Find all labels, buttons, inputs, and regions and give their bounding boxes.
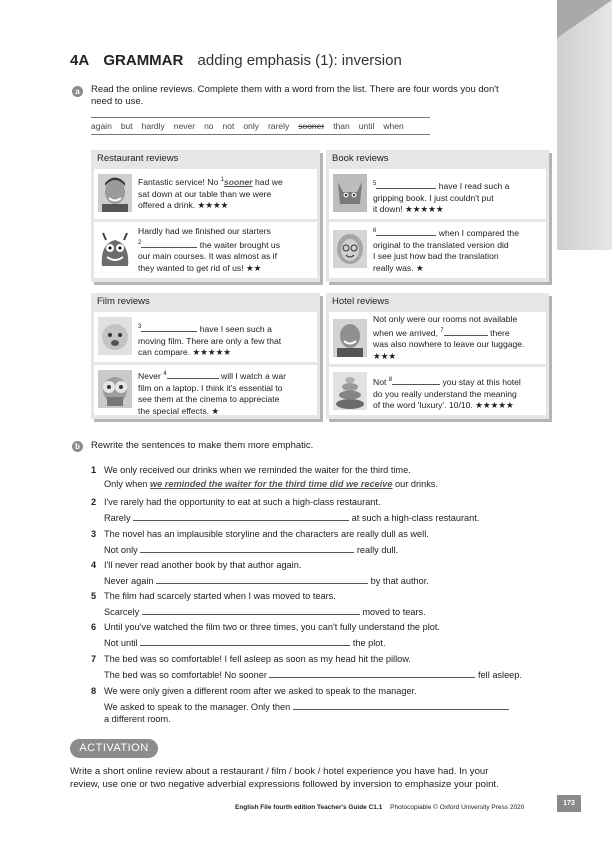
review-text: $^5$ have I read such a gripping book. I just couldn't put it down! ★★★★★ [373, 181, 510, 214]
answer-blank[interactable] [392, 375, 440, 385]
item-sentence: We were only given a different room after we asked to speak to the manager. [104, 686, 417, 696]
panel-title: Hotel reviews [332, 296, 390, 307]
popcorn-girl-photo [98, 370, 132, 408]
answer-line[interactable] [142, 605, 360, 615]
hotel-reviews-panel [326, 293, 549, 419]
footer-book-title: English File fourth edition Teacher's Guide C1.1 [235, 804, 383, 811]
review-text: Hardly had we finished our starters $^2$ the waiter brought us our main courses. It was almost as if they wanted to get rid of us! ★★ [138, 226, 280, 273]
smiling-man-photo [98, 174, 132, 212]
word-item: but [120, 121, 133, 131]
item-number: 8 [91, 686, 97, 696]
answer-blank[interactable] [167, 369, 219, 379]
page-number: 173 [557, 795, 581, 812]
cat-photo [333, 174, 367, 212]
instruction-line: Read the online reviews. Complete them with a word from the list. There are four words you don't [91, 84, 499, 95]
item-number: 7 [91, 654, 97, 664]
item-number: 4 [91, 560, 97, 570]
footer-copyright: Photocopiable © Oxford University Press 2020 [390, 804, 525, 811]
word-item: than [333, 121, 350, 131]
answer-line[interactable] [133, 511, 349, 521]
item-number: 2 [91, 497, 97, 507]
film-reviews-panel [91, 293, 320, 419]
item-number: 1 [91, 465, 97, 475]
word-list [91, 117, 430, 135]
page-title [70, 52, 402, 69]
review-text: $^3$ have I seen such a moving film. There are only a few that can compare. ★★★★★ [138, 324, 282, 357]
answer-blank[interactable] [141, 322, 197, 332]
word-item: hardly [141, 121, 165, 131]
panel-title: Film reviews [97, 296, 150, 307]
panel-title: Book reviews [332, 153, 389, 164]
exercise-a-marker: a [72, 86, 83, 97]
answer-blank[interactable] [376, 179, 436, 189]
item-prompt: Scarcely moved to tears. [104, 607, 426, 617]
unit-code: 4A [70, 52, 90, 69]
item-sentence: The film had scarcely started when I was moved to tears. [104, 591, 336, 601]
panel-title: Restaurant reviews [97, 153, 179, 164]
review-card [329, 169, 546, 219]
review-text: Not $^8$ you stay at this hotel do you really understand the meaning of the word 'luxury'. 10/10. ★★★★★ [373, 377, 521, 410]
exercise-b-marker: b [72, 441, 83, 452]
answer-line[interactable] [269, 668, 475, 678]
book-reviews-panel [326, 150, 549, 282]
section-heading: GRAMMAR [103, 52, 184, 69]
word-item: again [91, 121, 112, 131]
item-prompt: The bed was so comfortable! No sooner fell asleep. [104, 670, 522, 680]
item-number: 3 [91, 529, 97, 539]
monster-cartoon [98, 230, 132, 268]
smiling-man-2-photo [333, 319, 367, 357]
page-edge-tab-corner [557, 0, 612, 38]
word-item: only [243, 121, 259, 131]
smiling-woman-photo [333, 230, 367, 268]
item-sentence: I'll never read another book by that author again. [104, 560, 302, 570]
example-answer: sooner [223, 177, 253, 187]
word-item: never [173, 121, 196, 131]
word-item: when [383, 121, 404, 131]
item-sentence: The novel has an implausible storyline and the characters are really dull as well. [104, 529, 429, 539]
review-card [94, 365, 317, 415]
review-card [329, 222, 546, 278]
exercise-b-instruction: Rewrite the sentences to make them more emphatic. [91, 440, 314, 451]
item-number: 5 [91, 591, 97, 601]
item-number: 6 [91, 622, 97, 632]
answer-blank[interactable] [141, 238, 197, 248]
item-prompt: Not until the plot. [104, 638, 386, 648]
footer [235, 804, 524, 811]
item-sentence: The bed was so comfortable! I fell asleep as soon as my head hit the pillow. [104, 654, 411, 664]
answer-line[interactable] [293, 700, 509, 710]
baby-photo [98, 317, 132, 355]
activation-badge: ACTIVATION [70, 739, 158, 758]
answer-line[interactable] [140, 543, 354, 553]
review-card [94, 312, 317, 362]
review-text: Fantastic service! No $^1$sooner had we sat down at our table than we were offered a drink. ★★★★ [138, 177, 283, 210]
review-card [329, 312, 546, 364]
review-text: $^6$ when I compared the original to the translated version did I see just how bad the translation really was. ★ [373, 228, 519, 273]
answer-blank[interactable] [444, 326, 488, 336]
item-prompt: Rarely at such a high-class restaurant. [104, 513, 480, 523]
item-sentence: I've rarely had the opportunity to eat at such a high-class restaurant. [104, 497, 381, 507]
review-card [94, 169, 317, 219]
review-text: Not only were our rooms not available when we arrived, $^7$ there was also nowhere to leave our luggage. ★★★ [373, 314, 525, 361]
answer-blank[interactable] [376, 226, 436, 236]
word-item: until [358, 121, 375, 131]
activation-instruction [70, 766, 550, 791]
item-prompt: Not only really dull. [104, 545, 399, 555]
item-prompt-continuation: a different room. [104, 714, 171, 724]
restaurant-reviews-panel [91, 150, 320, 282]
instruction-line: need to use. [91, 96, 144, 107]
section-subheading: adding emphasis (1): inversion [197, 52, 402, 69]
item-prompt: Only when we reminded the waiter for the third time did we receive our drinks. [104, 479, 438, 489]
answer-line[interactable] [140, 636, 350, 646]
stones-photo [333, 372, 367, 410]
item-prompt: We asked to speak to the manager. Only then [104, 700, 509, 712]
item-prompt: Never again by that author. [104, 576, 429, 586]
answer-line[interactable] [156, 574, 368, 584]
review-card [94, 222, 317, 278]
word-item: rarely [267, 121, 290, 131]
item-sentence: Until you've watched the film two or three times, you can't fully understand the plot. [104, 622, 440, 632]
word-item: no [204, 121, 214, 131]
exercise-a-instruction [91, 84, 551, 108]
review-text: Never $^4$ will I watch a war film on a laptop. I think it's essential to see them at the cinema to appreciate the special effects. ★ [138, 371, 286, 416]
instruction-line: review, use one or two negative adverbial expressions followed by inversion to emphasize your point. [70, 778, 499, 790]
example-answer: we reminded the waiter for the third time did we receive [149, 479, 393, 489]
word-item-crossed: sooner [298, 121, 325, 131]
review-card [329, 367, 546, 415]
item-sentence: We only received our drinks when we reminded the waiter for the third time. [104, 465, 411, 475]
instruction-line: Write a short online review about a restaurant / film / book / hotel experience you have had. In your [70, 766, 489, 777]
word-item: not [222, 121, 235, 131]
